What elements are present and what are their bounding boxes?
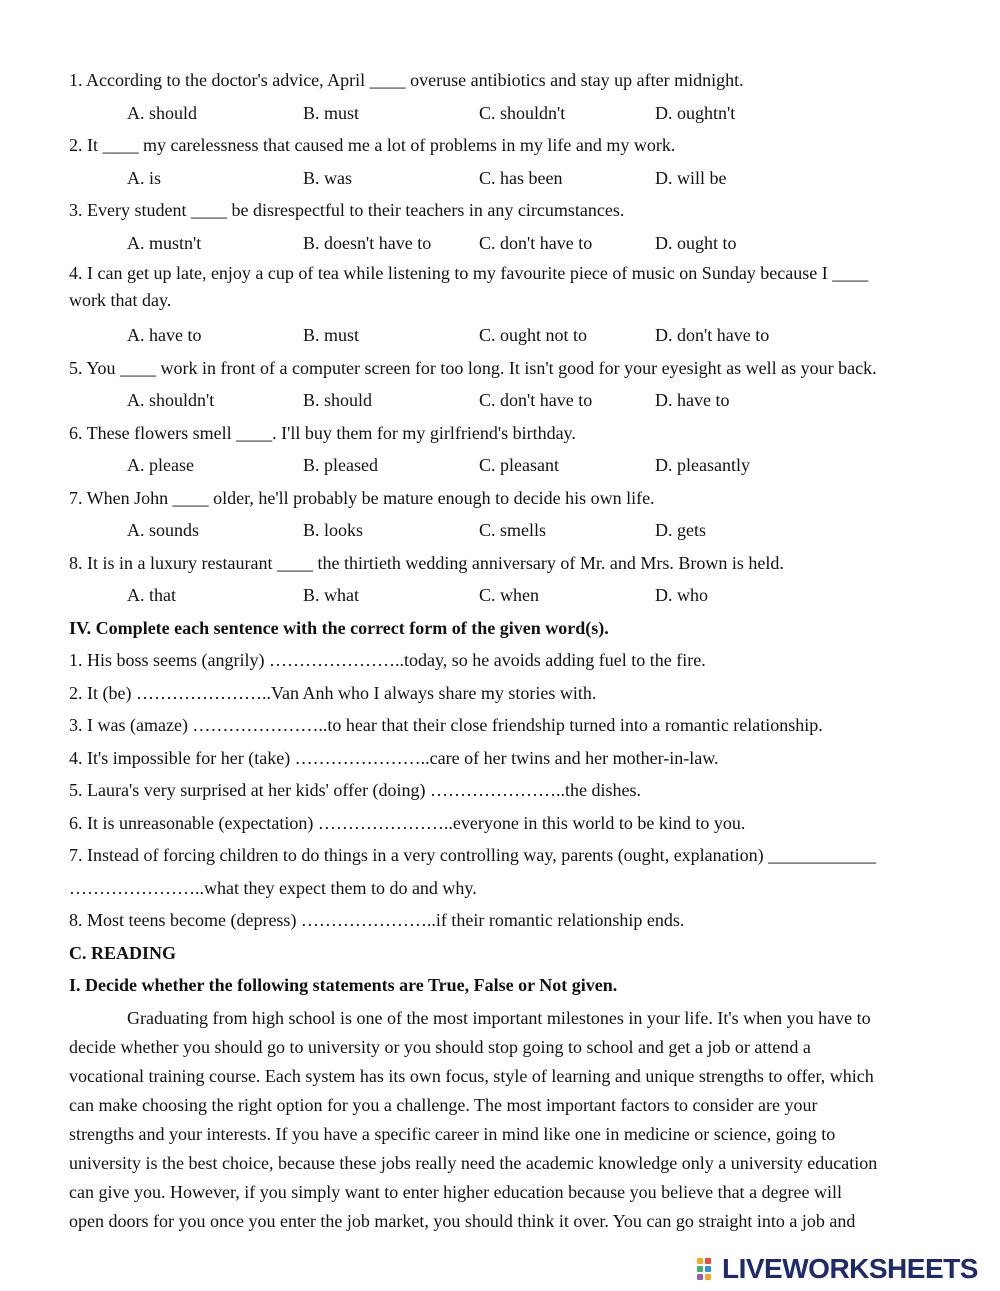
fill-in-item-continued[interactable]: …………………..what they expect them to do and why.: [69, 877, 477, 898]
passage-line: decide whether you should go to university or you should stop going to school and get a job or attend a: [69, 1036, 811, 1057]
question-stem: 7. When John ____ older, he'll probably be mature enough to decide his own life.: [69, 487, 655, 508]
reading-heading: C. READING: [69, 942, 177, 963]
option-c[interactable]: C. don't have to: [479, 232, 593, 253]
option-c[interactable]: C. smells: [479, 520, 547, 540]
fill-in-item[interactable]: 5. Laura's very surprised at her kids' offer (doing) …………………..the dishes.: [69, 780, 642, 800]
fill-in-item[interactable]: 1. His boss seems (angrily) …………………..today, so he avoids adding fuel to the fire.: [69, 650, 706, 670]
option-d[interactable]: D. pleasantly: [655, 455, 750, 475]
passage-line: can make choosing the right option for you a challenge. The most important factors to consider are your: [69, 1094, 818, 1115]
option-d[interactable]: D. have to: [655, 390, 730, 410]
question-stem: 1. According to the doctor's advice, April ____ overuse antibiotics and stay up after midnight.: [69, 70, 744, 90]
watermark-text: LIVEWORKSHEETS: [722, 1253, 978, 1284]
question-options: [69, 97, 959, 130]
section-iv-heading: IV. Complete each sentence with the correct form of the given word(s).: [69, 617, 609, 638]
passage-line: university is the best choice, because these jobs really need the academic knowledge only a university education: [69, 1152, 878, 1173]
liveworksheets-watermark: [697, 1252, 978, 1286]
option-b[interactable]: B. should: [303, 390, 373, 410]
fill-in-item[interactable]: 4. It's impossible for her (take) …………………..care of her twins and her mother-in-law.: [69, 747, 719, 768]
option-a[interactable]: A. sounds: [127, 520, 200, 540]
question-stem: 3. Every student ____ be disrespectful to their teachers in any circumstances.: [69, 200, 625, 220]
worksheet-page: [69, 64, 959, 1236]
option-a[interactable]: A. have to: [127, 325, 202, 345]
option-b[interactable]: B. was: [303, 167, 352, 188]
option-b[interactable]: B. looks: [303, 520, 364, 540]
question-stem-continued: work that day.: [69, 290, 172, 310]
question-options: [69, 227, 959, 260]
option-c[interactable]: C. ought not to: [479, 325, 588, 345]
option-d[interactable]: D. don't have to: [655, 325, 770, 345]
option-a[interactable]: A. is: [127, 167, 162, 188]
question-stem: 5. You ____ work in front of a computer screen for too long. It isn't good for your eyesight as well as your back.: [69, 357, 877, 378]
option-d[interactable]: D. ought to: [655, 232, 737, 253]
fill-in-item[interactable]: 6. It is unreasonable (expectation) …………………..everyone in this world to be kind to you.: [69, 812, 746, 833]
option-b[interactable]: B. must: [303, 325, 360, 345]
liveworksheets-logo-icon: [697, 1256, 719, 1282]
question-options: [69, 514, 959, 547]
option-a[interactable]: A. shouldn't: [127, 390, 215, 410]
passage-line: Graduating from high school is one of the most important milestones in your life. It's when you have to: [127, 1007, 871, 1028]
reading-passage: [69, 1004, 959, 1236]
passage-line: open doors for you once you enter the job market, you should think it over. You can go straight into a job and: [69, 1210, 856, 1231]
option-b[interactable]: B. doesn't have to: [303, 232, 432, 253]
question-stem: 8. It is in a luxury restaurant ____ the thirtieth wedding anniversary of Mr. and Mrs. Brown is held.: [69, 552, 784, 573]
question-options: [69, 162, 959, 195]
fill-in-item[interactable]: 2. It (be) …………………..Van Anh who I always share my stories with.: [69, 682, 597, 703]
question-options: [69, 384, 959, 417]
option-c[interactable]: C. pleasant: [479, 455, 559, 475]
option-a[interactable]: A. that: [127, 585, 176, 605]
option-c[interactable]: C. shouldn't: [479, 102, 566, 123]
option-c[interactable]: C. when: [479, 585, 539, 605]
option-d[interactable]: D. will be: [655, 167, 727, 188]
question-stem: 6. These flowers smell ____. I'll buy them for my girlfriend's birthday.: [69, 422, 576, 443]
option-d[interactable]: D. who: [655, 585, 708, 605]
question-options: [69, 579, 959, 612]
option-c[interactable]: C. don't have to: [479, 390, 593, 410]
option-a[interactable]: A. mustn't: [127, 232, 202, 253]
question-stem: 2. It ____ my carelessness that caused me a lot of problems in my life and my work.: [69, 135, 676, 155]
option-c[interactable]: C. has been: [479, 167, 563, 188]
passage-line: can give you. However, if you simply want to enter higher education because you believe that a degree will: [69, 1181, 843, 1202]
fill-in-item[interactable]: 3. I was (amaze) …………………..to hear that their close friendship turned into a romantic relationship.: [69, 715, 823, 735]
reading-subheading: I. Decide whether the following statements are True, False or Not given.: [69, 975, 618, 995]
option-d[interactable]: D. oughtn't: [655, 102, 736, 123]
fill-in-item[interactable]: 7. Instead of forcing children to do things in a very controlling way, parents (ought, explanation) ____________: [69, 845, 877, 865]
option-a[interactable]: A. please: [127, 455, 194, 475]
passage-line: vocational training course. Each system has its own focus, style of learning and unique strengths to offer, which: [69, 1065, 874, 1086]
question-stem: 4. I can get up late, enjoy a cup of tea while listening to my favourite piece of music on Sunday because I ____: [69, 263, 869, 283]
passage-line: strengths and your interests. If you have a specific career in mind like one in medicine or science, going to: [69, 1123, 836, 1144]
question-options: [69, 449, 959, 482]
option-b[interactable]: B. what: [303, 585, 359, 605]
option-d[interactable]: D. gets: [655, 520, 706, 540]
option-b[interactable]: B. pleased: [303, 455, 378, 475]
option-a[interactable]: A. should: [127, 102, 198, 123]
option-b[interactable]: B. must: [303, 102, 360, 123]
question-options: [69, 319, 959, 352]
fill-in-item[interactable]: 8. Most teens become (depress) …………………..if their romantic relationship ends.: [69, 910, 685, 930]
